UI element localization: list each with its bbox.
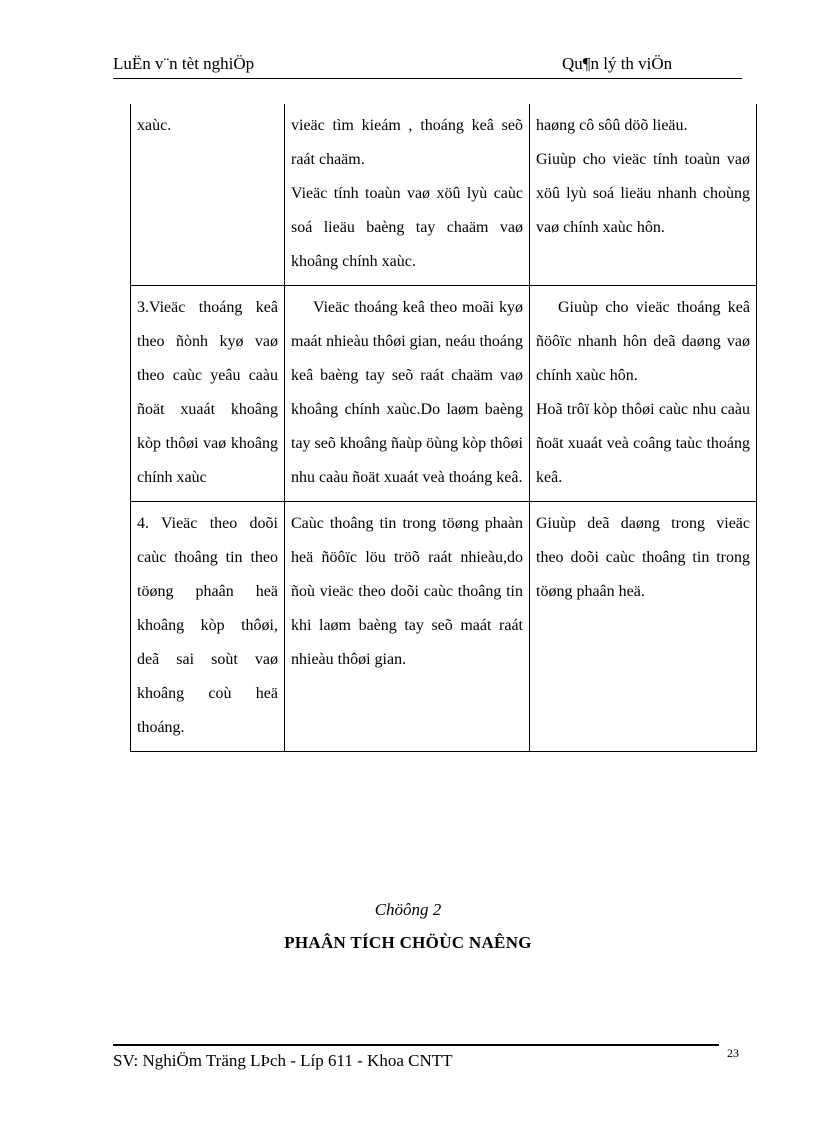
table-row	[131, 502, 757, 752]
table-cell	[530, 502, 757, 752]
cell-paragraph: Vieäc thoáng keâ theo moãi kyø maát nhieàu thôøi gian, neáu thoáng keâ baèng tay seõ raát chaäm vaø khoâng chính xaùc.Do laøm baèng tay seõ khoâng ñaùp öùng kòp thôøi nhu caàu ñoät xuaát veà thoáng keâ.	[291, 299, 523, 486]
cell-paragraph: haøng cô sôû döõ lieäu.	[536, 117, 688, 134]
chapter-number: Chöông 2	[374, 900, 442, 919]
table-row	[131, 286, 757, 502]
table-cell	[285, 286, 530, 502]
cell-paragraph: vieäc tìm kieám , thoáng keâ seõ raát chaäm.	[291, 117, 523, 168]
table-row	[131, 104, 757, 286]
comparison-table	[130, 104, 757, 752]
header-thesis-label: LuËn v¨n tèt nghiÖp	[113, 54, 255, 73]
cell-paragraph: 3.Vieäc thoáng keâ theo ñònh kyø vaø theo caùc yeâu caàu ñoät xuaát khoâng kòp thôøi vaø khoâng chính xaùc	[137, 299, 278, 486]
footer-student-info: SV: NghiÖm Träng LÞch - Líp 611 - Khoa CNTT	[113, 1051, 453, 1070]
cell-paragraph: 4. Vieäc theo doõi caùc thoâng tin theo töøng phaân heä khoâng kòp thôøi, deã sai soùt vaø khoâng coù heä thoáng.	[137, 515, 278, 736]
cell-paragraph: Hoã trôï kòp thôøi caùc nhu caàu ñoät xuaát veà coâng taùc thoáng keâ.	[536, 401, 750, 486]
page-number: 23	[727, 1046, 739, 1060]
cell-paragraph: Giuùp cho vieäc thoáng keâ ñöôïc nhanh hôn deã daøng vaø chính xaùc hôn.	[536, 299, 750, 384]
cell-paragraph: Vieäc tính toaùn vaø xöû lyù caùc soá lieäu baèng tay chaäm vaø khoâng chính xaùc.	[291, 185, 523, 270]
table-cell	[285, 104, 530, 286]
cell-paragraph: xaùc.	[137, 117, 172, 134]
footer-divider	[113, 1044, 719, 1046]
cell-paragraph: Caùc thoâng tin trong töøng phaàn heä ñöôïc löu tröõ raát nhieàu,do ñoù vieäc theo doõi caùc thoâng tin khi laøm baèng tay seõ maát raát nhieàu thôøi gian.	[291, 515, 523, 668]
table-cell	[530, 104, 757, 286]
table-cell	[131, 104, 285, 286]
table-cell	[131, 502, 285, 752]
header-topic-label: Qu¶n lý th viÖn	[562, 54, 673, 73]
chapter-title: PHAÂN TÍCH CHÖÙC NAÊNG	[284, 933, 532, 952]
table-cell	[285, 502, 530, 752]
cell-paragraph: Giuùp deã daøng trong vieäc theo doõi caùc thoâng tin trong töøng phaân heä.	[536, 515, 750, 600]
page-header	[113, 52, 742, 79]
table-cell	[131, 286, 285, 502]
cell-paragraph: Giuùp cho vieäc tính toaùn vaø xöû lyù soá lieäu nhanh choùng vaø chính xaùc hôn.	[536, 151, 750, 236]
table-cell	[530, 286, 757, 502]
